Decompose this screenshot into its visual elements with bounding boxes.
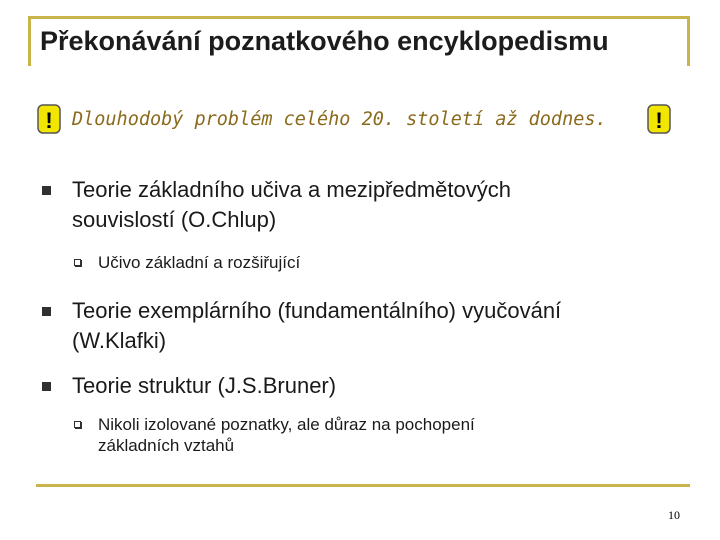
bullet-3-sub-1-line-1: Nikoli izolované poznatky, ale důraz na pochopení (98, 415, 475, 434)
bottom-rule (36, 484, 690, 487)
bullet-1-text (72, 175, 511, 235)
warning-banner (34, 103, 684, 139)
bullet-2-line-2: (W.Klafki) (72, 328, 167, 353)
exclamation-warning-icon (34, 103, 64, 135)
exclamation-warning-icon (644, 103, 674, 135)
bullet-2-line-1: Teorie exemplárního (fundamentálního) vyučování (72, 298, 562, 323)
svg-text:!: ! (45, 108, 53, 133)
svg-text:!: ! (655, 108, 663, 133)
bullet-square-icon (42, 186, 51, 195)
warning-text: Dlouhodobý problém celého 20. století až dodnes. (72, 109, 607, 130)
bullet-3-sub-1-line-2: základních vztahů (98, 436, 235, 455)
bullet-square-icon (42, 382, 51, 391)
bullet-1-line-2: souvislostí (O.Chlup) (72, 207, 277, 232)
sub-bullet-icon (74, 421, 81, 428)
bullet-2-text (72, 296, 561, 356)
sub-bullet-icon (74, 259, 81, 266)
bullet-3-sub-1 (98, 414, 475, 456)
bullet-1-line-1: Teorie základního učiva a mezipředmětových (72, 177, 512, 202)
slide-title: Překonávání poznatkového encyklopedismu (40, 26, 609, 56)
page-number: 10 (668, 508, 680, 522)
bullet-square-icon (42, 307, 51, 316)
bullet-3-text: Teorie struktur (J.S.Bruner) (72, 373, 337, 398)
bullet-1-sub-1: Učivo základní a rozšiřující (98, 253, 301, 272)
